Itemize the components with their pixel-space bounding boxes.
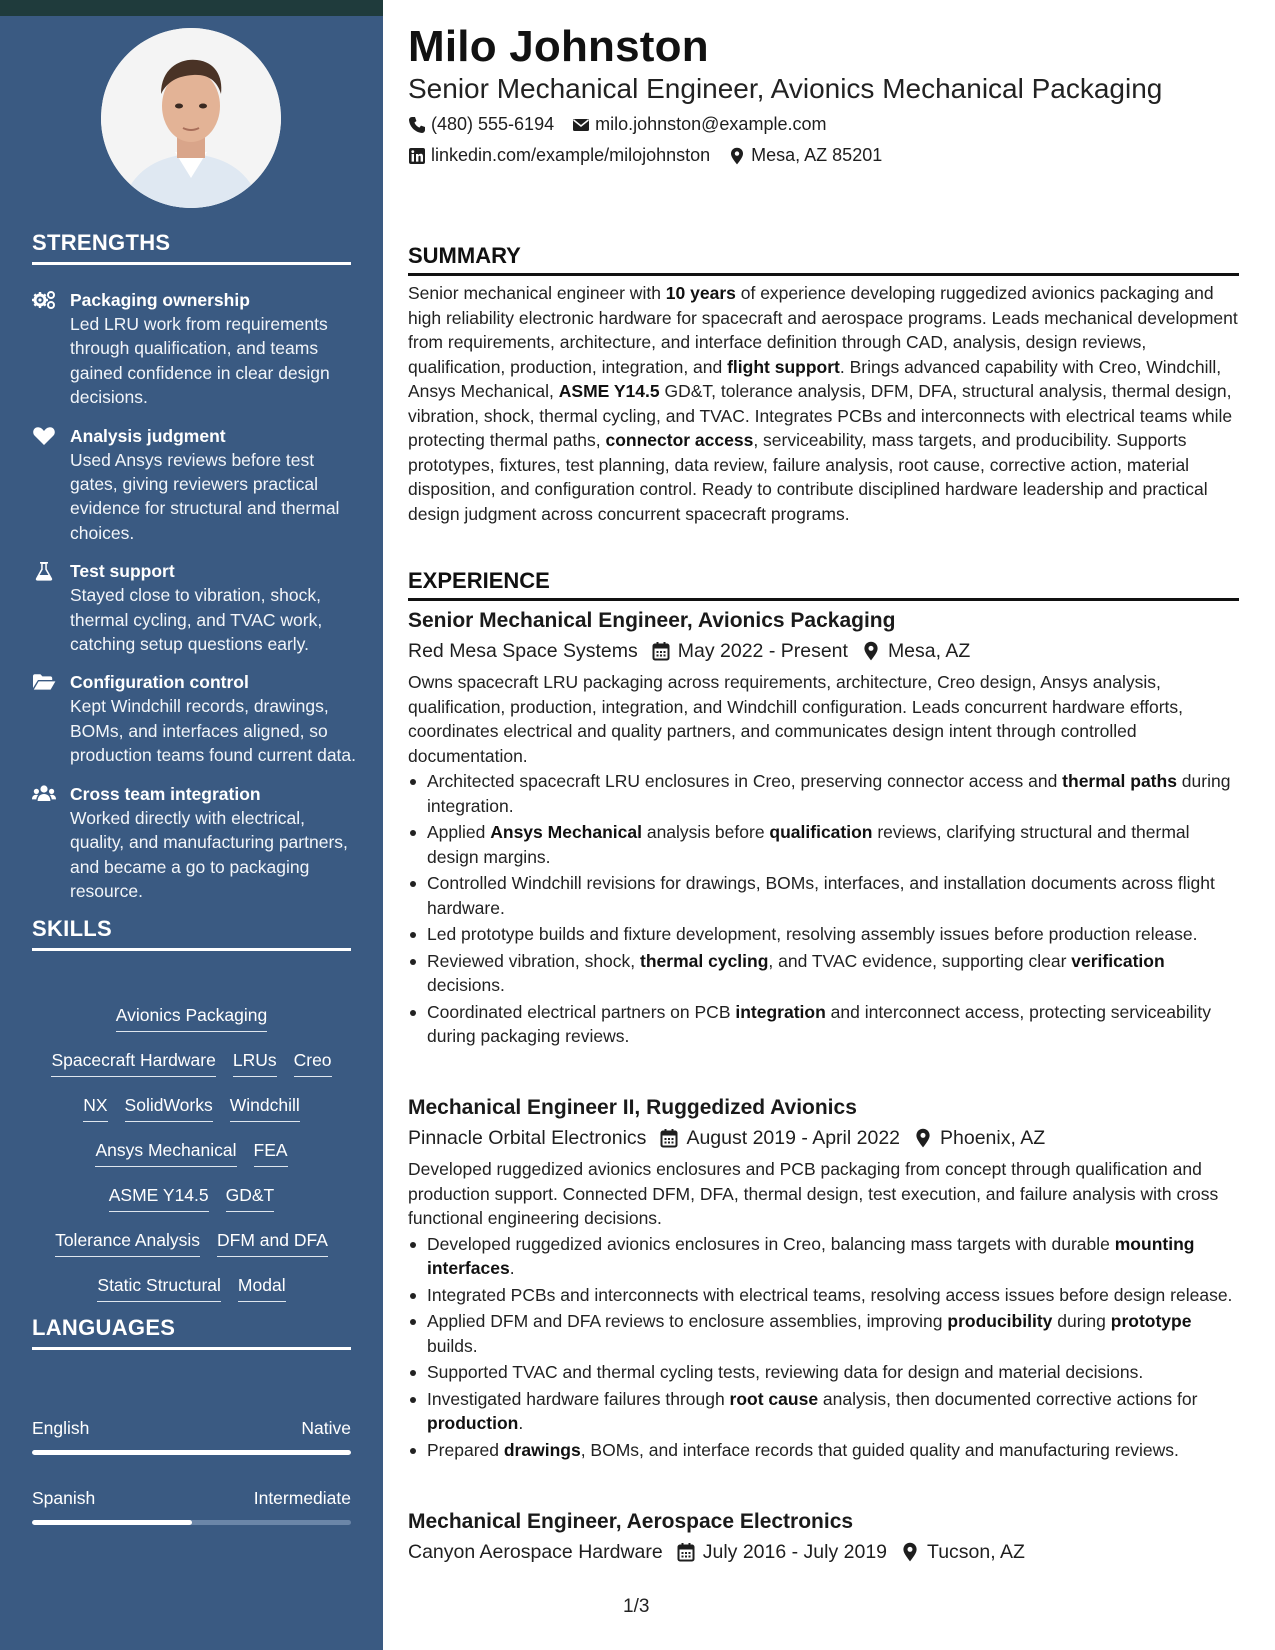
calendar-icon	[677, 1542, 695, 1562]
job-title: Mechanical Engineer, Aerospace Electronics	[408, 1510, 854, 1533]
summary-segment: GD&T, tolerance analysis, DFM, DFA, structural analysis, thermal design, vibration, shock, thermal cycling, and TVAC. Integrates PCBs and interconnects with electrical teams while protecting thermal paths,	[408, 381, 1233, 450]
company-name: Red Mesa Space Systems	[408, 640, 638, 662]
bullet-segment: .	[509, 1258, 515, 1278]
strengths-list	[32, 288, 357, 917]
job-bullet	[408, 1000, 1239, 1049]
summary-segment: 10 years	[665, 283, 736, 303]
job-bullet	[408, 949, 1239, 998]
bullet-segment: Architected spacecraft LRU enclosures in Creo, preserving connector access and	[427, 771, 1063, 791]
flask-icon	[32, 561, 56, 581]
skill-tag: GD&T	[226, 1183, 275, 1212]
skill-tag: Modal	[238, 1273, 286, 1302]
skill-row	[32, 1048, 351, 1093]
skill-tag: SolidWorks	[125, 1093, 213, 1122]
map-marker-icon	[914, 1128, 932, 1148]
language-level: Intermediate	[253, 1488, 351, 1508]
bullet-segment: Controlled Windchill revisions for drawings, BOMs, interfaces, and installation documents across flight hardware.	[427, 873, 1215, 918]
skill-row	[32, 1228, 351, 1273]
summary-heading: SUMMARY	[408, 243, 1239, 276]
bullet-segment: root cause	[729, 1388, 819, 1409]
job-location: Mesa, AZ	[887, 640, 971, 662]
job-bullet	[408, 871, 1239, 920]
skill-tag: NX	[83, 1093, 107, 1122]
bullet-segment: Developed ruggedized avionics enclosures in Creo, balancing mass targets with durable	[427, 1233, 1115, 1254]
language-proficiency-bar	[32, 1450, 351, 1455]
map-marker-icon	[728, 147, 746, 165]
language-name: Spanish	[32, 1488, 96, 1508]
phone-icon	[408, 116, 426, 134]
language-proficiency-fill	[32, 1520, 192, 1525]
job-title: Mechanical Engineer II, Ruggedized Avionics	[408, 1096, 857, 1119]
location-contact	[728, 145, 882, 166]
skills-list	[32, 1003, 351, 1318]
job-bullet	[408, 922, 1239, 947]
bullet-segment: reviews, clarifying structural and thermal design margins.	[427, 822, 1190, 867]
experience-heading: EXPERIENCE	[408, 568, 1239, 601]
job-bullets	[408, 769, 1239, 1049]
bullet-segment: Investigated hardware failures through	[427, 1388, 730, 1409]
person-name: Milo Johnston	[408, 22, 709, 71]
skill-tag: Tolerance Analysis	[55, 1228, 200, 1257]
job-entry	[408, 1508, 1239, 1566]
bullet-segment: Prepared	[427, 1439, 504, 1460]
map-marker-icon	[862, 641, 880, 661]
sidebar	[0, 16, 383, 1650]
profile-photo	[101, 28, 281, 208]
job-meta	[408, 1124, 1239, 1152]
users-icon	[32, 784, 56, 804]
linkedin-link[interactable]: linkedin.com/example/milojohnston	[431, 145, 711, 165]
location-text: Mesa, AZ 85201	[751, 145, 883, 165]
job-dates: August 2019 - April 2022	[686, 1127, 901, 1149]
heart-icon	[32, 426, 56, 446]
job-bullet	[408, 1283, 1239, 1308]
job-meta	[408, 637, 1239, 665]
summary-segment: of experience developing ruggedized avionics packaging and high reliability electronic hardware for spacecraft and aerospace programs. Leads mechanical development from requirements, architecture, and interface definition through CAD, analysis, design reviews, qualification, production, integration, and	[408, 283, 1238, 377]
skill-tag: DFM and DFA	[217, 1228, 328, 1257]
contact-row	[408, 145, 900, 166]
skill-row	[32, 1003, 351, 1048]
bullet-segment: builds.	[427, 1335, 478, 1356]
skill-tag: Creo	[294, 1048, 332, 1077]
job-bullets	[408, 1232, 1239, 1463]
email-link[interactable]: milo.johnston@example.com	[595, 114, 827, 134]
strength-title: Configuration control	[70, 672, 249, 693]
bullet-segment: drawings	[503, 1439, 581, 1460]
bullet-segment: mounting interfaces	[427, 1233, 1195, 1278]
strength-item	[32, 559, 357, 656]
language-proficiency-bar	[32, 1520, 351, 1525]
job-bullet	[408, 1387, 1239, 1436]
calendar-icon	[652, 641, 670, 661]
skill-row	[32, 1273, 351, 1318]
job-bullet	[408, 769, 1239, 818]
bullet-segment: Applied	[427, 822, 491, 842]
job-entry	[408, 607, 1239, 1051]
language-level: Native	[301, 1418, 351, 1438]
bullet-segment: Applied DFM and DFA reviews to enclosure assemblies, improving	[427, 1311, 948, 1331]
bullet-segment: Ansys Mechanical	[490, 822, 642, 842]
skill-tag: Spacecraft Hardware	[51, 1048, 215, 1077]
envelope-icon	[572, 116, 590, 134]
job-meta	[408, 1538, 1239, 1566]
languages-heading: LANGUAGES	[32, 1315, 351, 1350]
bullet-segment: analysis, then documented corrective actions for	[818, 1388, 1198, 1409]
skill-tag: LRUs	[233, 1048, 277, 1077]
skill-row	[32, 1138, 351, 1183]
job-title: Senior Mechanical Engineer, Avionics Packaging	[408, 609, 896, 632]
bullet-segment: Coordinated electrical partners on PCB	[427, 1001, 736, 1022]
language-item	[32, 1486, 351, 1525]
language-name: English	[32, 1418, 90, 1438]
bullet-segment: production	[427, 1413, 519, 1433]
summary-segment: ASME Y14.5	[558, 381, 660, 401]
job-entry	[408, 1094, 1239, 1464]
strength-description: Stayed close to vibration, shock, thermal cycling, and TVAC work, catching setup questions early.	[70, 585, 323, 655]
summary-segment: flight support	[727, 356, 840, 377]
folder-open-icon	[32, 672, 56, 692]
strength-item	[32, 670, 357, 767]
sidebar-top-band	[0, 0, 383, 16]
job-location: Tucson, AZ	[927, 1541, 1025, 1563]
skill-row	[32, 1183, 351, 1228]
bullet-segment: prototype	[1110, 1311, 1192, 1331]
job-bullet	[408, 1438, 1239, 1463]
company-name: Pinnacle Orbital Electronics	[408, 1127, 647, 1149]
linkedin-icon	[408, 147, 426, 165]
skill-tag: ASME Y14.5	[109, 1183, 209, 1212]
bullet-segment: and interconnect access, protecting serviceability during packaging reviews.	[427, 1001, 1211, 1046]
bullet-segment: verification	[1071, 950, 1165, 971]
strength-item	[32, 288, 357, 410]
strength-description: Worked directly with electrical, quality, and manufacturing partners, and became a go to packaging resource.	[70, 807, 348, 901]
summary-segment: . Brings advanced capability with Creo, Windchill, Ansys Mechanical,	[408, 356, 1222, 401]
strength-item	[32, 782, 357, 904]
bullet-segment: thermal paths	[1062, 771, 1177, 791]
email-contact[interactable]	[572, 114, 826, 135]
bullet-segment: during	[1052, 1311, 1111, 1331]
skill-tag: Ansys Mechanical	[95, 1138, 236, 1167]
gears-icon	[32, 290, 56, 310]
phone-contact	[408, 114, 554, 135]
strength-title: Cross team integration	[70, 783, 261, 804]
summary-segment: connector access	[605, 430, 754, 450]
skill-row	[32, 1093, 351, 1138]
map-marker-icon	[901, 1542, 919, 1562]
job-dates: May 2022 - Present	[677, 640, 848, 662]
bullet-segment: decisions.	[427, 975, 505, 995]
bullet-segment: , and TVAC evidence, supporting clear	[768, 950, 1072, 971]
person-headline: Senior Mechanical Engineer, Avionics Mechanical Packaging	[408, 73, 1163, 104]
page-number: 1/3	[623, 1596, 650, 1617]
bullet-segment: producibility	[947, 1311, 1053, 1331]
strength-description: Kept Windchill records, drawings, BOMs, and interfaces aligned, so production teams found current data.	[70, 696, 357, 766]
phone-number: (480) 555-6194	[431, 114, 555, 134]
job-bullet	[408, 1309, 1239, 1358]
bullet-segment: , BOMs, and interface records that guided quality and manufacturing reviews.	[580, 1439, 1179, 1460]
job-bullet	[408, 820, 1239, 869]
bullet-segment: .	[518, 1413, 524, 1433]
company-name: Canyon Aerospace Hardware	[408, 1541, 663, 1563]
summary-segment: , serviceability, mass targets, and producibility. Supports prototypes, fixtures, test planning, data review, failure analysis, root cause, corrective action, material disposition, and configuration control. Ready to contribute disciplined hardware leadership and practical design judgment across concurrent spacecraft programs.	[408, 430, 1208, 524]
job-dates: July 2016 - July 2019	[702, 1541, 888, 1563]
summary-segment: Senior mechanical engineer with	[408, 283, 666, 303]
strength-title: Analysis judgment	[70, 425, 226, 446]
bullet-segment: Led prototype builds and fixture development, resolving assembly issues before production release.	[427, 924, 1198, 944]
strength-item	[32, 424, 357, 546]
strength-description: Used Ansys reviews before test gates, giving reviewers practical evidence for structural and thermal choices.	[70, 449, 340, 543]
bullet-segment: integration	[735, 1001, 826, 1022]
bullet-segment: qualification	[769, 822, 873, 842]
bullet-segment: thermal cycling	[640, 950, 769, 971]
skill-tag: Avionics Packaging	[116, 1003, 267, 1032]
summary-text	[408, 281, 1239, 526]
linkedin-contact[interactable]	[408, 145, 710, 166]
skill-tag: Windchill	[230, 1093, 300, 1122]
strengths-heading: STRENGTHS	[32, 230, 351, 265]
job-description: Developed ruggedized avionics enclosures and PCB packaging from concept through qualification and production support. Connected DFM, DFA, thermal design, test execution, and failure analysis with cross functional engineering decisions.	[408, 1159, 1219, 1228]
job-description: Owns spacecraft LRU packaging across requirements, architecture, Creo design, Ansys analysis, qualification, production, integration, and Windchill configuration. Leads concurrent hardware efforts, coordinates electrical and quality partners, and communicates design intent through controlled documentation.	[408, 672, 1183, 766]
bullet-segment: Reviewed vibration, shock,	[427, 950, 641, 971]
job-bullet	[408, 1232, 1239, 1281]
bullet-segment: analysis before	[641, 822, 770, 842]
job-bullet	[408, 1360, 1239, 1385]
job-location: Phoenix, AZ	[940, 1127, 1046, 1149]
language-item	[32, 1416, 351, 1455]
skill-tag: Static Structural	[97, 1273, 221, 1302]
strength-title: Test support	[70, 561, 175, 582]
skill-tag: FEA	[254, 1138, 288, 1167]
language-proficiency-fill	[32, 1450, 351, 1455]
contact-row	[408, 114, 844, 135]
skills-heading: SKILLS	[32, 916, 351, 951]
bullet-segment: during integration.	[427, 771, 1231, 816]
calendar-icon	[660, 1128, 678, 1148]
bullet-segment: Supported TVAC and thermal cycling tests, reviewing data for design and material decisions.	[427, 1362, 1144, 1382]
strength-description: Led LRU work from requirements through qualification, and teams gained confidence in clear design decisions.	[70, 314, 330, 408]
bullet-segment: Integrated PCBs and interconnects with electrical teams, resolving access issues before design release.	[427, 1284, 1233, 1305]
strength-title: Packaging ownership	[70, 290, 250, 310]
